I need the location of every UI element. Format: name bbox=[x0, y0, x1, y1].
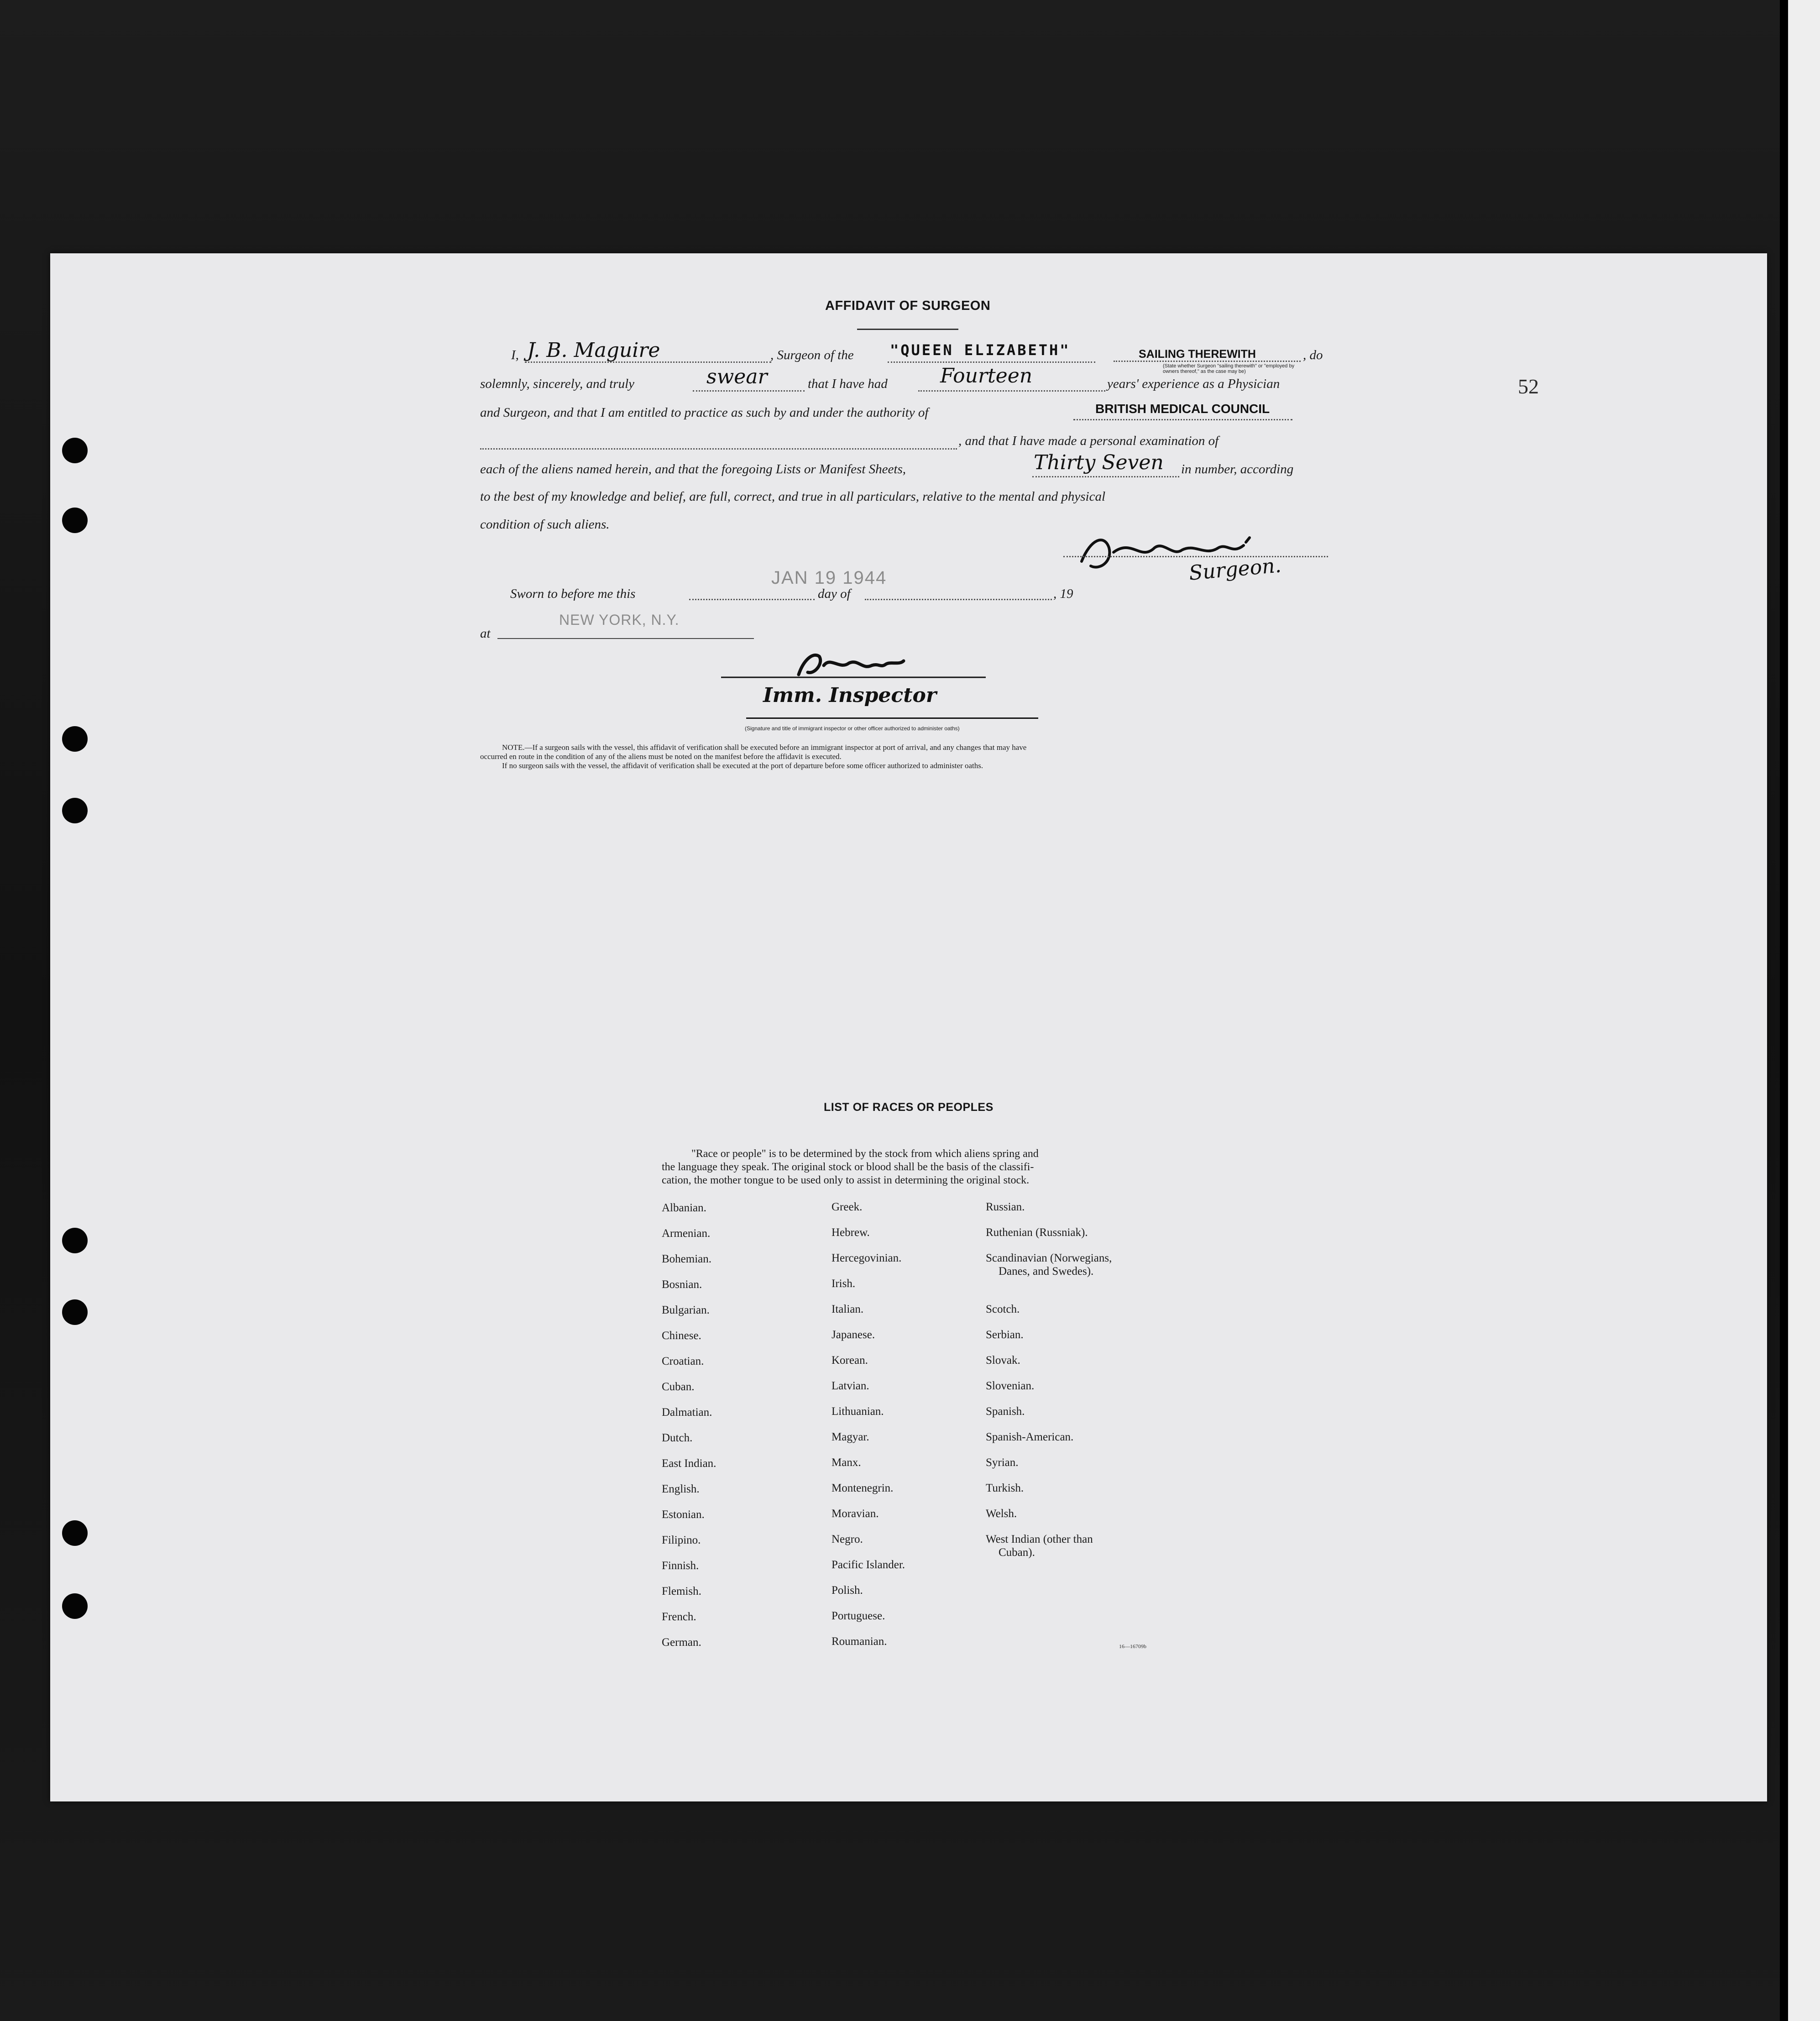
surgeon-name: J. B. Maguire bbox=[527, 339, 660, 362]
race-item: Montenegrin. bbox=[832, 1482, 894, 1494]
races-intro-3: cation, the mother tongue to be used only to assist in determining the original stock. bbox=[662, 1174, 1030, 1186]
oath-word: swear bbox=[706, 365, 768, 388]
punch-hole bbox=[62, 1593, 88, 1619]
sworn-text: Sworn to before me this bbox=[510, 586, 636, 601]
inspector-title: Imm. Inspector bbox=[763, 684, 937, 707]
punch-hole bbox=[62, 798, 88, 823]
punch-hole bbox=[62, 438, 88, 463]
surgeon-signature-line bbox=[1063, 556, 1328, 557]
race-item: Chinese. bbox=[662, 1330, 701, 1342]
race-item: Italian. bbox=[832, 1303, 864, 1315]
race-item: Welsh. bbox=[986, 1508, 1017, 1520]
authority: BRITISH MEDICAL COUNCIL bbox=[1095, 402, 1270, 416]
race-item: Korean. bbox=[832, 1354, 868, 1367]
race-item: Moravian. bbox=[832, 1508, 879, 1520]
line2-had: that I have had bbox=[808, 377, 888, 391]
race-item: Danes, and Swedes). bbox=[999, 1265, 1094, 1278]
race-item: Irish. bbox=[832, 1278, 856, 1290]
race-item: Turkish. bbox=[986, 1482, 1024, 1494]
film-margin bbox=[1788, 0, 1820, 2021]
race-item: Finnish. bbox=[662, 1560, 699, 1572]
document-sheet bbox=[50, 253, 1767, 1801]
line1-i: I, bbox=[511, 348, 519, 362]
race-item: Portuguese. bbox=[832, 1610, 885, 1622]
race-item: Slovak. bbox=[986, 1354, 1020, 1367]
race-item: Syrian. bbox=[986, 1456, 1019, 1469]
race-item: Bulgarian. bbox=[662, 1304, 710, 1316]
inspector-title-line bbox=[746, 717, 1038, 719]
line4-text: , and that I have made a personal examination of bbox=[958, 434, 1219, 448]
race-item: German. bbox=[662, 1636, 701, 1649]
punch-hole bbox=[62, 1299, 88, 1325]
race-item: Cuban). bbox=[999, 1546, 1035, 1559]
race-item: Estonian. bbox=[662, 1508, 705, 1521]
race-item: Hercegovinian. bbox=[832, 1252, 902, 1264]
ship-name-line bbox=[888, 361, 1095, 363]
page-number: 52 bbox=[1518, 375, 1539, 398]
race-item: Flemish. bbox=[662, 1585, 701, 1597]
line5-b: in number, according bbox=[1181, 462, 1294, 476]
years-line bbox=[918, 390, 1105, 392]
races-intro-2: the language they speak. The original stock or blood shall be the basis of the classifi- bbox=[662, 1161, 1034, 1173]
punch-hole bbox=[62, 1520, 88, 1546]
surgeon-name-line bbox=[525, 361, 771, 363]
race-item: Negro. bbox=[832, 1533, 863, 1545]
line1-surgeon-of: , Surgeon of the bbox=[770, 348, 854, 362]
race-item: Japanese. bbox=[832, 1329, 875, 1341]
race-item: Hebrew. bbox=[832, 1226, 870, 1239]
race-item: English. bbox=[662, 1483, 700, 1495]
blank-line bbox=[480, 448, 957, 450]
race-item: Roumanian. bbox=[832, 1635, 887, 1648]
race-item: Polish. bbox=[832, 1584, 863, 1597]
at-text: at bbox=[480, 626, 491, 641]
race-item: Magyar. bbox=[832, 1431, 869, 1443]
race-item: West Indian (other than bbox=[986, 1533, 1093, 1545]
note-line-3: If no surgeon sails with the vessel, the affidavit of verification shall be executed at the port of departure before some officer authorized to administer oaths. bbox=[502, 761, 983, 770]
race-item: East Indian. bbox=[662, 1457, 716, 1470]
years-experience: Fourteen bbox=[940, 364, 1033, 387]
race-item: Cuban. bbox=[662, 1381, 695, 1393]
race-item: Russian. bbox=[986, 1201, 1025, 1213]
sailing-status-line bbox=[1114, 361, 1301, 362]
oath-word-line bbox=[693, 390, 805, 392]
race-item: Ruthenian (Russniak). bbox=[986, 1226, 1088, 1239]
race-item: Scandinavian (Norwegians, bbox=[986, 1252, 1112, 1264]
title-underline bbox=[857, 329, 958, 330]
race-item: Dutch. bbox=[662, 1432, 693, 1444]
film-edge bbox=[1780, 0, 1788, 2021]
form-number: 16—16709b bbox=[1119, 1643, 1146, 1649]
line3-text: and Surgeon, and that I am entitled to practice as such by and under the authority of bbox=[480, 405, 929, 420]
location-stamp: NEW YORK, N.Y. bbox=[559, 612, 680, 628]
note-line-2: occurred en route in the condition of any of the aliens must be noted on the manifest before the affidavit is executed. bbox=[480, 752, 842, 761]
race-item: Filipino. bbox=[662, 1534, 701, 1546]
race-item: Croatian. bbox=[662, 1355, 704, 1367]
ship-name: "QUEEN ELIZABETH" bbox=[890, 341, 1071, 359]
sworn-day-line bbox=[689, 599, 815, 600]
race-item: Scotch. bbox=[986, 1303, 1020, 1315]
punch-hole bbox=[62, 508, 88, 533]
race-item: Dalmatian. bbox=[662, 1406, 712, 1419]
race-item: Spanish-American. bbox=[986, 1431, 1074, 1443]
race-item: Spanish. bbox=[986, 1405, 1025, 1418]
punch-hole bbox=[62, 726, 88, 752]
line6-text: to the best of my knowledge and belief, are full, correct, and true in all particulars, relative to the mental and physical bbox=[480, 489, 1106, 504]
race-item: Bosnian. bbox=[662, 1278, 702, 1291]
race-item: Albanian. bbox=[662, 1202, 706, 1214]
race-item: Latvian. bbox=[832, 1380, 869, 1392]
authority-line bbox=[1073, 419, 1292, 420]
race-item: Lithuanian. bbox=[832, 1405, 884, 1418]
signature-caption: (Signature and title of immigrant inspector or other officer authorized to administer oaths) bbox=[745, 725, 960, 732]
line1-do: , do bbox=[1303, 348, 1323, 362]
race-item: Greek. bbox=[832, 1201, 863, 1213]
races-title: LIST OF RACES OR PEOPLES bbox=[824, 1101, 994, 1114]
line5-a: each of the aliens named herein, and that the foregoing Lists or Manifest Sheets, bbox=[480, 462, 906, 476]
race-item: Armenian. bbox=[662, 1227, 711, 1240]
race-item: Bohemian. bbox=[662, 1253, 712, 1265]
note-line-1: NOTE.—If a surgeon sails with the vessel, this affidavit of verification shall be executed before an immigrant inspector at port of arrival, and any changes that may have bbox=[502, 743, 1027, 752]
sailing-note: (State whether Surgeon "sailing therewith" or "employed by owners thereof," as the case may be) bbox=[1163, 363, 1295, 374]
day-of: day of bbox=[818, 586, 851, 601]
sheets-count: Thirty Seven bbox=[1034, 451, 1164, 474]
line2-solemnly: solemnly, sincerely, and truly bbox=[480, 377, 635, 391]
sheets-line bbox=[1032, 476, 1179, 477]
race-item: French. bbox=[662, 1611, 696, 1623]
punch-hole bbox=[62, 1228, 88, 1253]
race-item: Manx. bbox=[832, 1456, 861, 1469]
inspector-signature bbox=[721, 647, 995, 684]
races-intro-1: "Race or people" is to be determined by the stock from which aliens spring and bbox=[691, 1148, 1039, 1160]
race-item: Slovenian. bbox=[986, 1380, 1035, 1392]
sailing-status: SAILING THEREWITH bbox=[1139, 348, 1256, 361]
sworn-date-stamp: JAN 19 1944 bbox=[771, 568, 887, 588]
race-item: Serbian. bbox=[986, 1329, 1024, 1341]
line7-text: condition of such aliens. bbox=[480, 517, 610, 532]
sworn-month-line bbox=[865, 599, 1052, 600]
location-line bbox=[497, 638, 754, 639]
affidavit-title: AFFIDAVIT OF SURGEON bbox=[825, 298, 991, 313]
line2-years: years' experience as a Physician bbox=[1107, 377, 1280, 391]
year-prefix: , 19 bbox=[1053, 586, 1073, 601]
surgeon-title: Surgeon. bbox=[1188, 554, 1282, 585]
race-item: Pacific Islander. bbox=[832, 1559, 905, 1571]
